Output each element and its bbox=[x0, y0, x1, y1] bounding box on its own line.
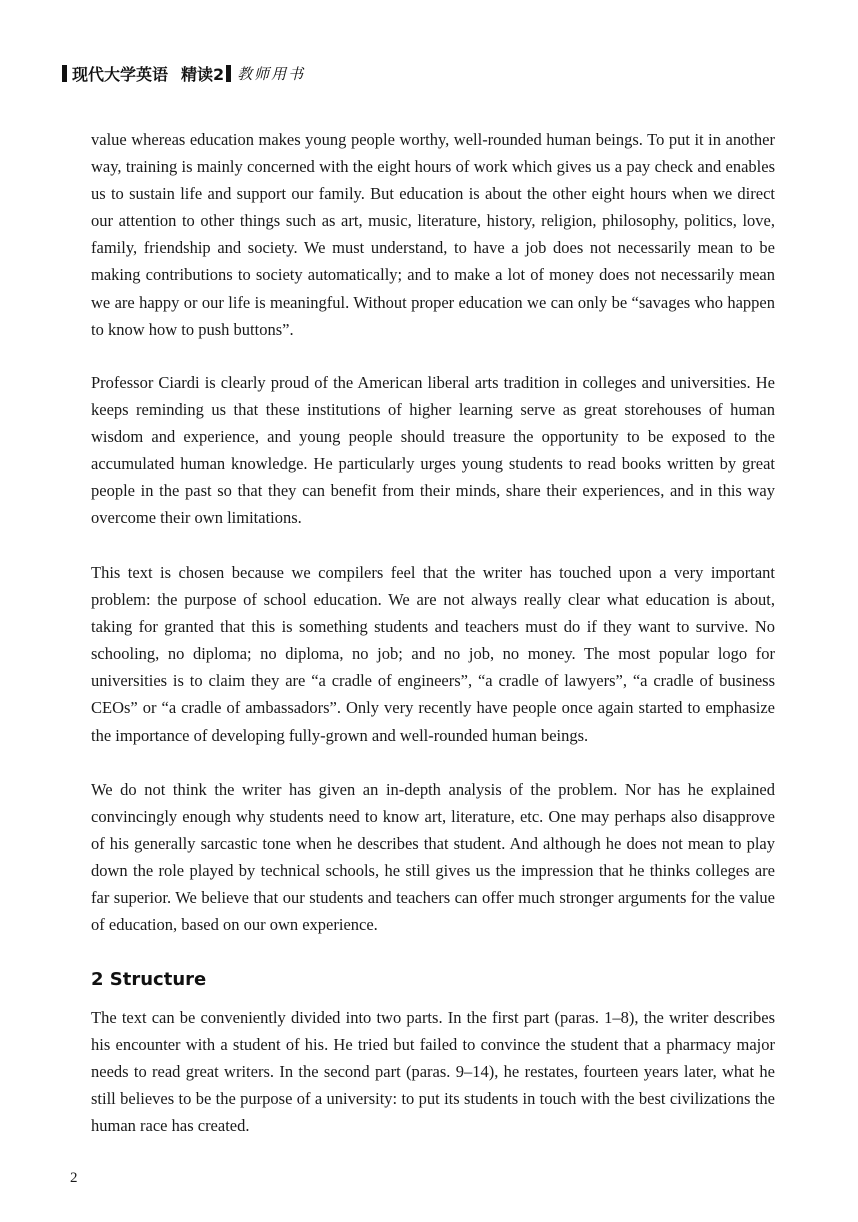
section-heading-structure: 2 Structure bbox=[91, 969, 207, 990]
header-volume: 精读2 bbox=[181, 64, 225, 84]
paragraph-liberal-arts: Professor Ciardi is clearly proud of the American liberal arts tradition in colleges and universities. He keeps reminding us that these institutions of higher learning serve as great storehouses of human wisdom and experience, and young people should treasure the opportunity to be exposed to the accumulated human knowledge. He particularly urges young students to read books written by great people in the past so that they can benefit from their minds, share their experiences, and in this way overcome their own limitations. bbox=[91, 373, 775, 528]
page-number: 2 bbox=[70, 1170, 78, 1186]
header-bar-left bbox=[62, 65, 67, 82]
header-bar-right bbox=[226, 65, 231, 82]
paragraph-training-vs-education: value whereas education makes young people worthy, well-rounded human beings. To put it in another way, training is mainly concerned with the eight hours of work which gives us a pay check and enables us to sustain life and support our family. But education is about the other eight hours when we direct our attention to other things such as art, music, literature, history, religion, philosophy, politics, love, family, friendship and society. We must understand, to have a job does not necessarily mean to be making contributions to society automatically; and to make a lot of money does not necessarily mean we are happy or our life is meaningful. Without proper education we can only be “savages who happen to know how to push buttons”. bbox=[91, 130, 775, 339]
paragraph-critique: We do not think the writer has given an in-depth analysis of the problem. Nor has he explained convincingly enough why students need to know art, literature, etc. One may perhaps also disapprove of his generally sarcastic tone when he describes that student. And although he does not mean to play down the role played by technical schools, he still gives us the impression that he thinks colleges are far superior. We believe that our students and teachers can offer much stronger arguments for the value of education, based on our own experience. bbox=[91, 780, 775, 935]
running-header bbox=[62, 62, 305, 84]
header-book-title: 现代大学英语 bbox=[72, 64, 169, 84]
header-subtitle: 教师用书 bbox=[237, 64, 306, 83]
paragraph-why-chosen: This text is chosen because we compilers feel that the writer has touched upon a very important problem: the purpose of school education. We are not always really clear what education is about, taking for granted that this is something students and teachers must do if they want to survive. No schooling, no diploma; no diploma, no job; and no job, no money. The most popular logo for universities is to claim they are “a cradle of engineers”, “a cradle of lawyers”, “a cradle of business CEOs” or “a cradle of ambassadors”. Only very recently have people once again started to emphasize the importance of developing fully-grown and well-rounded human beings. bbox=[91, 563, 775, 745]
paragraph-structure: The text can be conveniently divided into two parts. In the first part (paras. 1–8), the writer describes his encounter with a student of his. He tried but failed to convince the student that a pharmacy major needs to read great writers. In the second part (paras. 9–14), he restates, fourteen years later, what he still believes to be the purpose of a university: to put its students in touch with the best civilizations the human race has created. bbox=[91, 1008, 775, 1136]
